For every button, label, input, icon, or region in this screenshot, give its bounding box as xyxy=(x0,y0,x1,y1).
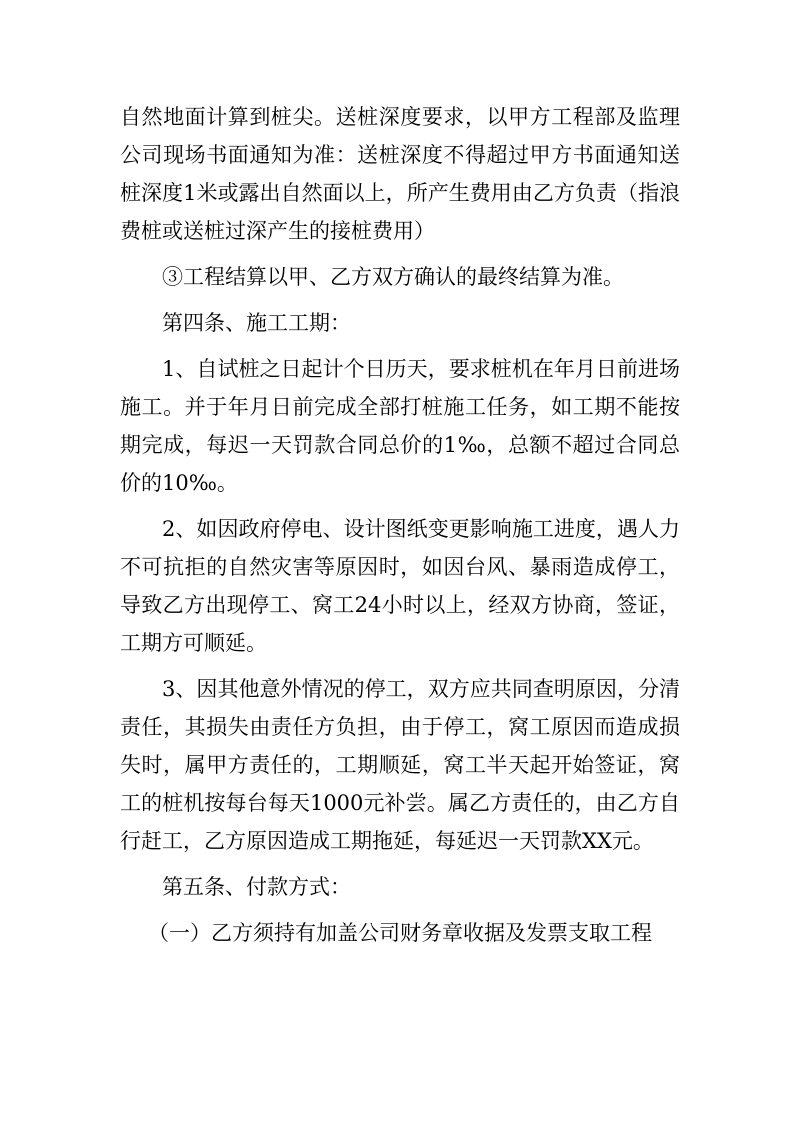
document-body xyxy=(120,98,680,952)
paragraph-schedule-2: 2、如因政府停电、设计图纸变更影响施工进度，遇人力不可抗拒的自然灾害等原因时，如因台风、暴雨造成停工，导致乙方出现停工、窝工24小时以上，经双方协商，签证，工期方可顺延。 xyxy=(120,517,680,655)
heading-article-five: 第五条、付款方式： xyxy=(162,875,351,899)
paragraph-schedule-3: 3、因其他意外情况的停工，双方应共同查明原因，分清责任，其损失由责任方负担，由于停工，窝工原因而造成损失时，属甲方责任的，工期顺延，窝工半天起开始签证，窝工的桩机按每台每天1000元补尝。属乙方责任的，由乙方自行赶工，乙方原因造成工期拖延，每延迟一天罚款XX元。 xyxy=(120,677,680,853)
paragraph-pile-depth: 自然地面计算到桩尖。送桩深度要求，以甲方工程部及监理公司现场书面通知为准：送桩深度不得超过甲方书面通知送桩深度1米或露出自然面以上，所产生费用由乙方负责（指浪费桩或送桩过深产生的接桩费用） xyxy=(120,105,680,243)
paragraph-payment-1: （一）乙方须持有加盖公司财务章收据及发票支取工程 xyxy=(148,921,652,945)
paragraph-settlement: ③工程结算以甲、乙方双方确认的最终结算为准。 xyxy=(162,265,624,289)
heading-article-four: 第四条、施工工期： xyxy=(162,311,351,335)
paragraph-schedule-1: 1、自试桩之日起计个日历天，要求桩机在年月日前进场施工。并于年月日前完成全部打桩施工任务，如工期不能按期完成，每迟一天罚款合同总价的1‰，总额不超过合同总价的10‰。 xyxy=(120,357,680,495)
